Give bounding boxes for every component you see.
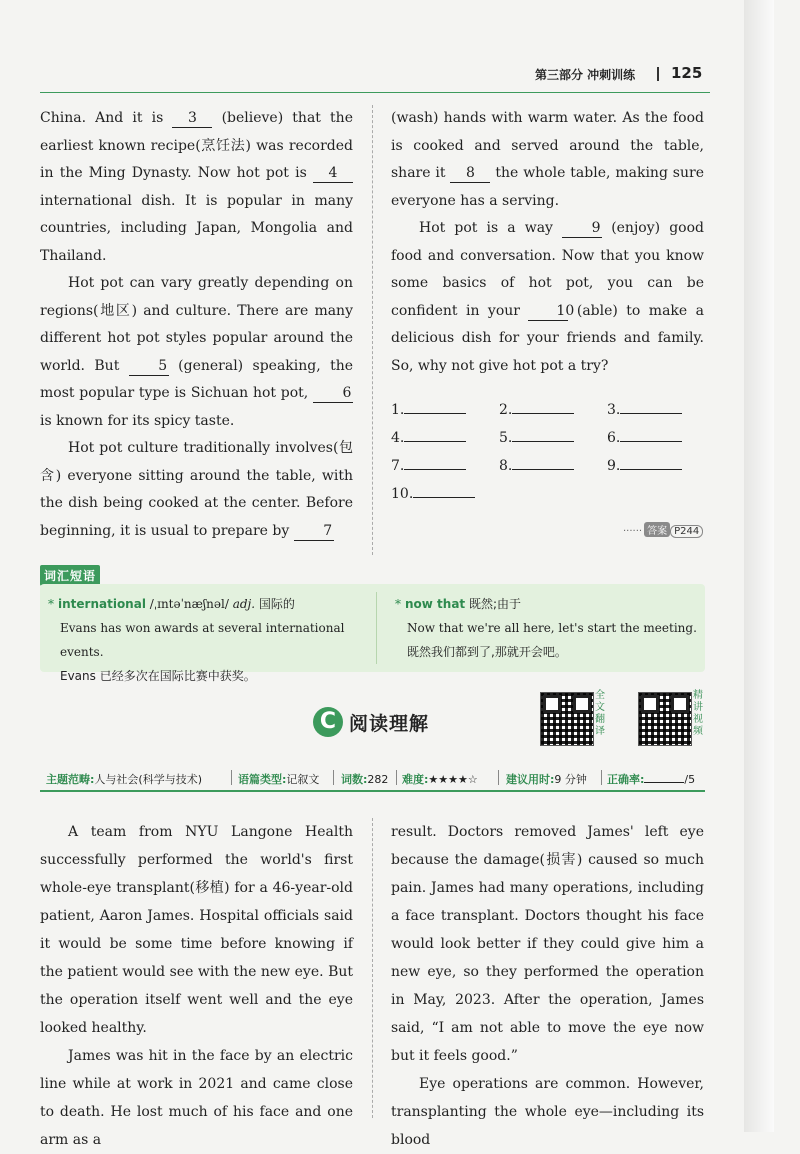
ref-dots: ······ xyxy=(623,526,643,537)
answer-line-5[interactable] xyxy=(499,426,574,446)
info-divider xyxy=(601,770,602,785)
answer-number: 3. xyxy=(607,402,621,418)
passage2-right-paragraph2: Eye operations are common. However, transplanting the whole eye—including its blood xyxy=(391,1076,704,1148)
passage1-left-paragraph3 xyxy=(40,435,353,545)
qr1-label: 全文翻译 xyxy=(595,690,605,737)
info-time: 建议用时:9 分钟 xyxy=(506,773,587,786)
text: Hot pot can vary greatly depending on regions(地区) and culture. There are many different hot pot styles popular around the world. But xyxy=(40,275,353,374)
passage2-right-paragraph1: result. Doctors removed James' left eye because the damage(损害) caused so much pain. James had many operations, including a face transplant. Doctors thought his face would look better if they could give him a new eye, so they performed the operation in May, 2023. After the operation, James said, “I am not able to move the eye now but it feels good.” xyxy=(391,824,704,1064)
text: is known for its spicy taste. xyxy=(40,412,235,429)
answer-number: 8. xyxy=(499,458,513,474)
page-number: 125 xyxy=(671,64,703,82)
blank-7[interactable]: 7 xyxy=(294,522,334,541)
info-bar xyxy=(40,768,705,792)
blank-5[interactable]: 5 xyxy=(129,357,169,376)
answer-line-2[interactable] xyxy=(499,398,574,418)
answer-number: 7. xyxy=(391,458,405,474)
star-icon: * xyxy=(395,597,401,611)
info-divider xyxy=(333,770,334,785)
text: China. And it is xyxy=(40,110,164,126)
answer-line-1[interactable] xyxy=(391,398,466,418)
qr-code-translation[interactable] xyxy=(540,692,594,746)
page-edge xyxy=(744,0,774,1132)
ref-page: P244 xyxy=(670,525,703,538)
text: Hot pot is a way xyxy=(419,220,553,236)
text: international dish. It is popular in many countries, including Japan, Mongolia and Thailand. xyxy=(40,192,353,264)
answer-number: 9. xyxy=(607,458,621,474)
answer-line-4[interactable] xyxy=(391,426,466,446)
answer-reference[interactable] xyxy=(623,522,703,538)
blank-3[interactable]: 3 xyxy=(172,109,212,128)
answer-number: 6. xyxy=(607,430,621,446)
passage2-right-column xyxy=(391,818,704,1154)
info-divider xyxy=(231,770,232,785)
text: (able) to make a delicious dish for your friends and family. So, why not give hot pot a try? xyxy=(391,302,704,374)
blank-8[interactable]: 8 xyxy=(450,164,490,183)
blank-9[interactable]: 9 xyxy=(562,219,602,238)
passage1-right-paragraph1 xyxy=(391,105,704,215)
passage2-left-paragraph2: James was hit in the face by an electric line while at work in 2021 and came close to death. He lost much of his face and one arm as a xyxy=(40,1048,353,1148)
vocab-meaning: 国际的 xyxy=(258,597,295,611)
text: (general) speaking, the most popular type is Sichuan hot pot, xyxy=(40,357,354,401)
passage1-left-paragraph2 xyxy=(40,270,353,435)
answer-line-7[interactable] xyxy=(391,454,466,474)
blank-10[interactable]: 10 xyxy=(528,302,568,321)
answer-line-9[interactable] xyxy=(607,454,682,474)
passage2-left-paragraph1: A team from NYU Langone Health successfully performed the world's first whole-eye transplant(移植) for a 46-year-old patient, Aaron James. Hospital officials said it would be some time before knowing if the patient would see with the new eye. But the operation itself went well and the eye looked healthy. xyxy=(40,824,353,1036)
answer-line-10[interactable] xyxy=(391,482,475,502)
vocab-meaning: 既然;由于 xyxy=(469,597,522,611)
passage1-right-column xyxy=(391,105,704,380)
answer-number: 4. xyxy=(391,430,405,446)
info-difficulty: 难度:★★★★☆ xyxy=(402,773,478,786)
star-icon: * xyxy=(48,597,54,611)
vocab-example-en: Now that we're all here, let's start the meeting. xyxy=(407,621,697,635)
answer-line-3[interactable] xyxy=(607,398,682,418)
vocab-label: 词汇短语 xyxy=(40,565,100,586)
column-divider xyxy=(372,818,373,1118)
blank-6[interactable]: 6 xyxy=(313,384,353,403)
text: Hot pot culture traditionally involves(包含) everyone sitting around the table, with the dish being cooked at the center. Before beginning, it is usual to prepare by xyxy=(40,440,353,539)
column-divider xyxy=(372,105,373,555)
answer-line-6[interactable] xyxy=(607,426,682,446)
blank-4[interactable]: 4 xyxy=(313,164,353,183)
info-divider xyxy=(498,770,499,785)
passage1-right-paragraph2 xyxy=(391,215,704,380)
text: (wash) hands with warm water. As the food is cooked and served around the table, share it xyxy=(391,110,704,181)
answer-number: 10. xyxy=(391,486,414,502)
passage1-left-column xyxy=(40,105,353,545)
qr-code-video[interactable] xyxy=(638,692,692,746)
vocab-example-zh: Evans 已经多次在国际比赛中获奖。 xyxy=(60,669,256,683)
qr2-label: 精讲视频 xyxy=(693,690,703,737)
vocab-pos: adj. xyxy=(232,597,256,611)
section-badge-icon: C xyxy=(313,707,343,737)
passage2-left-column xyxy=(40,818,353,1154)
vocab-divider xyxy=(376,592,377,664)
info-accuracy[interactable]: 正确率: /5 xyxy=(607,773,696,786)
vocab-example-zh: 既然我们都到了,那就开会吧。 xyxy=(407,645,567,659)
passage1-left-paragraph1 xyxy=(40,105,353,270)
text: (believe) that the earliest known recipe(烹饪法) was recorded in the Ming Dynasty. Now hot pot is xyxy=(40,110,353,181)
vocab-item-now-that xyxy=(395,592,700,664)
answer-number: 2. xyxy=(499,402,513,418)
vocab-phonetic: /ˌɪntəˈnæʃnəl/ xyxy=(149,597,229,611)
info-words: 词数:282 xyxy=(341,773,389,786)
info-divider xyxy=(396,770,397,785)
info-theme: 主题范畴:人与社会(科学与技术) xyxy=(46,773,202,786)
header-separator xyxy=(657,67,659,81)
header-section: 第三部分 冲刺训练 xyxy=(535,68,636,82)
section-title: 阅读理解 xyxy=(349,713,430,735)
vocab-example-en: Evans has won awards at several international events. xyxy=(60,621,345,659)
text: the whole table, making sure everyone has a serving. xyxy=(391,165,704,209)
vocab-term: now that xyxy=(405,597,466,611)
text: (enjoy) good food and conversation. Now that you know some basics of hot pot, you can be confident in your xyxy=(391,220,704,319)
vocab-item-international xyxy=(48,592,368,688)
info-type: 语篇类型:记叙文 xyxy=(238,773,320,786)
answer-number: 5. xyxy=(499,430,513,446)
header-rule xyxy=(40,92,710,93)
answer-number: 1. xyxy=(391,402,405,418)
answer-line-8[interactable] xyxy=(499,454,574,474)
ref-tag: 答案 xyxy=(644,522,670,537)
vocab-term: international xyxy=(58,597,146,611)
